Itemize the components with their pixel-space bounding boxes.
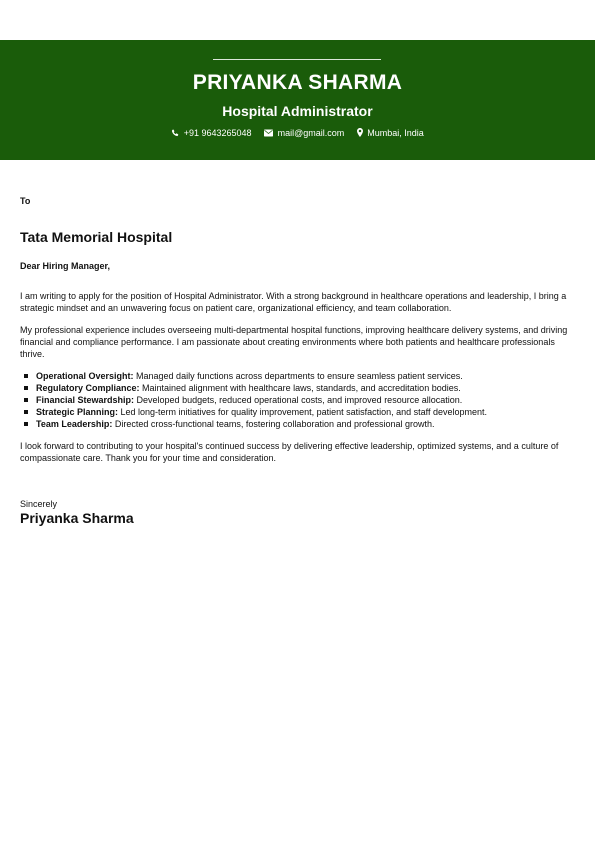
recipient-to-label: To: [20, 196, 31, 206]
contact-email[interactable]: [264, 128, 344, 138]
bullet-marker: [24, 410, 28, 414]
bullet-marker: [24, 386, 28, 390]
contact-location: [357, 128, 424, 138]
salutation: Dear Hiring Manager,: [20, 261, 111, 271]
bullet-text: Directed cross-functional teams, fostering collaboration and professional growth.: [112, 419, 435, 429]
list-item: [20, 406, 575, 418]
map-marker-icon: [357, 128, 363, 137]
closing: Sincerely: [20, 499, 58, 509]
body-paragraph-3: I look forward to contributing to your hospital's continued success by delivering effective leadership, optimized systems, and a culture of compassionate care. Thank you for your time and consideration.: [20, 441, 559, 463]
bullet-text: Managed daily functions across departments to ensure seamless patient services.: [133, 371, 463, 381]
email-text: mail@gmail.com: [277, 128, 345, 138]
location-text: Mumbai, India: [367, 128, 424, 138]
header-divider: [213, 59, 381, 60]
phone-icon: [171, 129, 179, 137]
achievements-list: [20, 370, 575, 430]
bullet-text: Maintained alignment with healthcare laws, standards, and accreditation bodies.: [139, 383, 461, 393]
bullet-text: Developed budgets, reduced operational costs, and improved resource allocation.: [134, 395, 463, 405]
list-item: [20, 382, 575, 394]
signature-name: Priyanka Sharma: [20, 510, 134, 526]
list-item: [20, 418, 575, 430]
bullet-label: Regulatory Compliance:: [36, 383, 140, 393]
job-title: Hospital Administrator: [222, 103, 373, 119]
bullet-marker: [24, 374, 28, 378]
bullet-label: Team Leadership:: [36, 419, 113, 429]
bullet-marker: [24, 422, 28, 426]
contact-phone[interactable]: [171, 128, 251, 138]
list-item: [20, 394, 575, 406]
phone-text: +91 9643265048: [183, 128, 252, 138]
applicant-name: PRIYANKA SHARMA: [192, 71, 403, 94]
bullet-label: Strategic Planning:: [36, 407, 119, 417]
bullet-marker: [24, 398, 28, 402]
header-banner: [0, 40, 595, 160]
bullet-label: Operational Oversight:: [36, 371, 134, 381]
body-paragraph-2: My professional experience includes overseeing multi-departmental hospital functions, improving healthcare delivery systems, and driving financial and compliance performance. I am passionate about creating environments where both patients and healthcare professionals thrive.: [20, 325, 568, 359]
contact-info: [0, 128, 595, 138]
list-item: [20, 370, 575, 382]
bullet-text: Led long-term initiatives for quality improvement, patient satisfaction, and staff development.: [118, 407, 488, 417]
bullet-label: Financial Stewardship:: [36, 395, 135, 405]
recipient-company: Tata Memorial Hospital: [20, 229, 173, 245]
body-paragraph-1: I am writing to apply for the position of Hospital Administrator. With a strong background in healthcare operations and leadership, I bring a strategic mindset and an unwavering focus on patient care, organizational efficiency, and team collaboration.: [20, 291, 567, 313]
envelope-icon: [264, 129, 273, 137]
